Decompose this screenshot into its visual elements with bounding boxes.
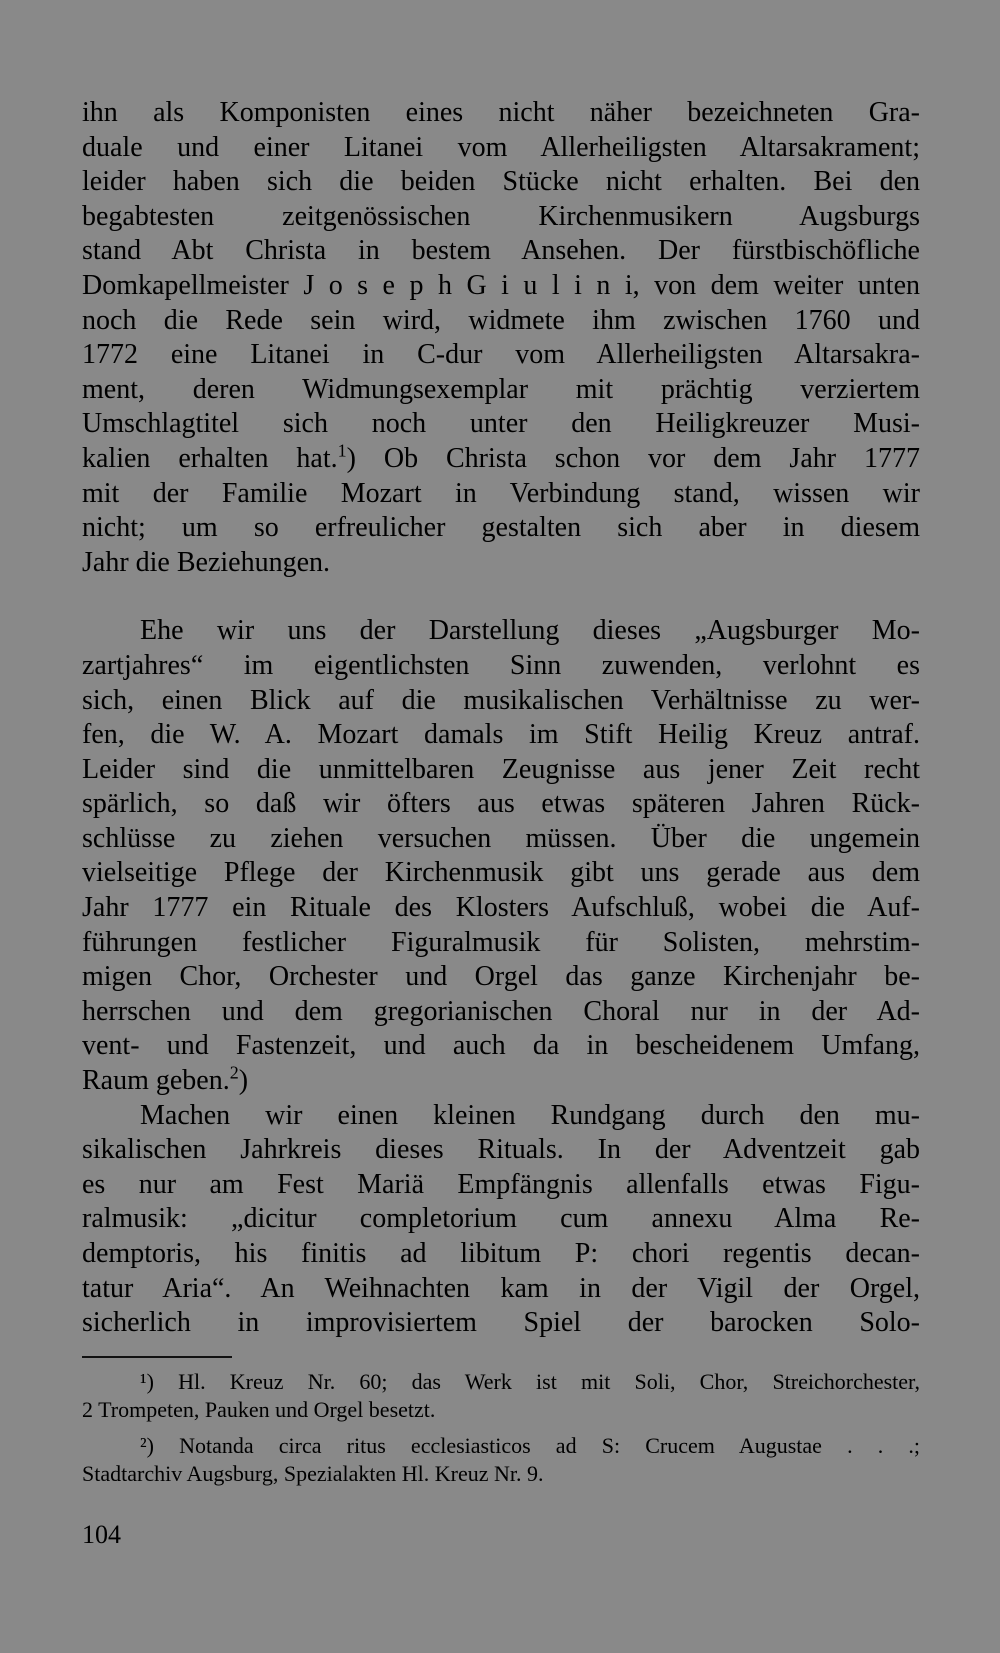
text-line: nicht; um so erfreulicher gestalten sich aber in diesem	[82, 512, 920, 544]
text-line: führungen festlicher Figuralmusik für Solisten, mehrstim-	[82, 926, 920, 958]
text-line	[82, 442, 920, 477]
text-line: sich, einen Blick auf die musikalischen Verhältnisse zu wer-	[82, 684, 920, 716]
text-line: leider haben sich die beiden Stücke nicht erhalten. Bei den	[82, 166, 920, 198]
text-line: Leider sind die unmittelbaren Zeugnisse aus jener Zeit recht	[82, 753, 920, 785]
text-line	[82, 1064, 920, 1099]
text-line: ment, deren Widmungsexemplar mit prächtig verziertem	[82, 373, 920, 405]
text-line: Jahr 1777 ein Rituale des Klosters Aufschluß, wobei die Auf-	[82, 892, 920, 924]
footnote-line: ²) Notanda circa ritus ecclesiasticos ad S: Crucem Augustae . . .;	[140, 1433, 920, 1458]
footnotes	[82, 1368, 920, 1488]
text-line: mit der Familie Mozart in Verbindung stand, wissen wir	[82, 477, 920, 509]
text-line: sikalischen Jahrkreis dieses Rituals. In der Adventzeit gab	[82, 1134, 920, 1166]
text-line: es nur am Fest Mariä Empfängnis allenfalls etwas Figu-	[82, 1168, 920, 1200]
text-segment: kalien erhalten hat.	[82, 442, 338, 474]
text-line: zartjahres“ im eigentlichsten Sinn zuwenden, verlohnt es	[82, 649, 920, 681]
text-segment: ) Ob Christa schon vor dem Jahr 1777	[346, 442, 920, 474]
text-line: Ehe wir uns der Darstellung dieses „Augsburger Mo-	[140, 615, 920, 647]
text-line: vent- und Fastenzeit, und auch da in bescheidenem Umfang,	[82, 1030, 920, 1062]
text-line: herrschen und dem gregorianischen Choral nur in der Ad-	[82, 995, 920, 1027]
body-text	[82, 96, 920, 1341]
text-line: noch die Rede sein wird, widmete ihm zwischen 1760 und	[82, 304, 920, 336]
text-line: fen, die W. A. Mozart damals im Stift Heilig Kreuz antraf.	[82, 719, 920, 751]
text-line: Machen wir einen kleinen Rundgang durch den mu-	[140, 1099, 920, 1131]
text-line: tatur Aria“. An Weihnachten kam in der Vigil der Orgel,	[82, 1272, 920, 1304]
page-number: 104	[82, 1520, 121, 1549]
paragraph-3	[82, 1099, 920, 1341]
footnote-line: ¹) Hl. Kreuz Nr. 60; das Werk ist mit Soli, Chor, Streichorchester,	[140, 1369, 920, 1394]
text-line: Jahr die Beziehungen.	[82, 546, 331, 578]
text-line: migen Chor, Orchester und Orgel das ganze Kirchenjahr be-	[82, 961, 920, 993]
text-line: stand Abt Christa in bestem Ansehen. Der fürstbischöfliche	[82, 235, 920, 267]
text-line: sicherlich in improvisiertem Spiel der barocken Solo-	[82, 1307, 920, 1339]
footnote-line: 2 Trompeten, Pauken und Orgel besetzt.	[82, 1397, 436, 1422]
footnote-1	[82, 1368, 920, 1424]
footnote-divider	[82, 1356, 232, 1358]
footnote-ref-1: 1	[337, 441, 347, 461]
text-line: ralmusik: „dicitur completorium cum annexu Alma Re-	[82, 1203, 920, 1235]
text-line: Domkapellmeister J o s e p h G i u l i n i, von dem weiter unten	[82, 269, 920, 301]
footnote-2	[82, 1432, 920, 1488]
text-line: Umschlagtitel sich noch unter den Heiligkreuzer Musi-	[82, 408, 920, 440]
text-line: spärlich, so daß wir öfters aus etwas späteren Jahren Rück-	[82, 788, 920, 820]
text-line: duale und einer Litanei vom Allerheiligsten Altarsakrament;	[82, 131, 920, 163]
text-line: ihn als Komponisten eines nicht näher bezeichneten Gra-	[82, 97, 920, 128]
text-line: 1772 eine Litanei in C-dur vom Allerheiligsten Altarsakra-	[82, 339, 920, 371]
text-segment: Raum geben.	[82, 1065, 230, 1097]
text-line: schlüsse zu ziehen versuchen müssen. Über die ungemein	[82, 822, 920, 854]
text-segment: )	[238, 1065, 249, 1097]
text-line: vielseitige Pflege der Kirchenmusik gibt uns gerade aus dem	[82, 857, 920, 889]
paragraph-1	[82, 96, 920, 580]
text-line: demptoris, his finitis ad libitum P: chori regentis decan-	[82, 1238, 920, 1269]
footnote-ref-2: 2	[229, 1064, 239, 1083]
paragraph-2	[82, 614, 920, 1098]
footnote-line: Stadtarchiv Augsburg, Spezialakten Hl. Kreuz Nr. 9.	[82, 1461, 544, 1486]
text-line: begabtesten zeitgenössischen Kirchenmusikern Augsburgs	[82, 200, 920, 232]
